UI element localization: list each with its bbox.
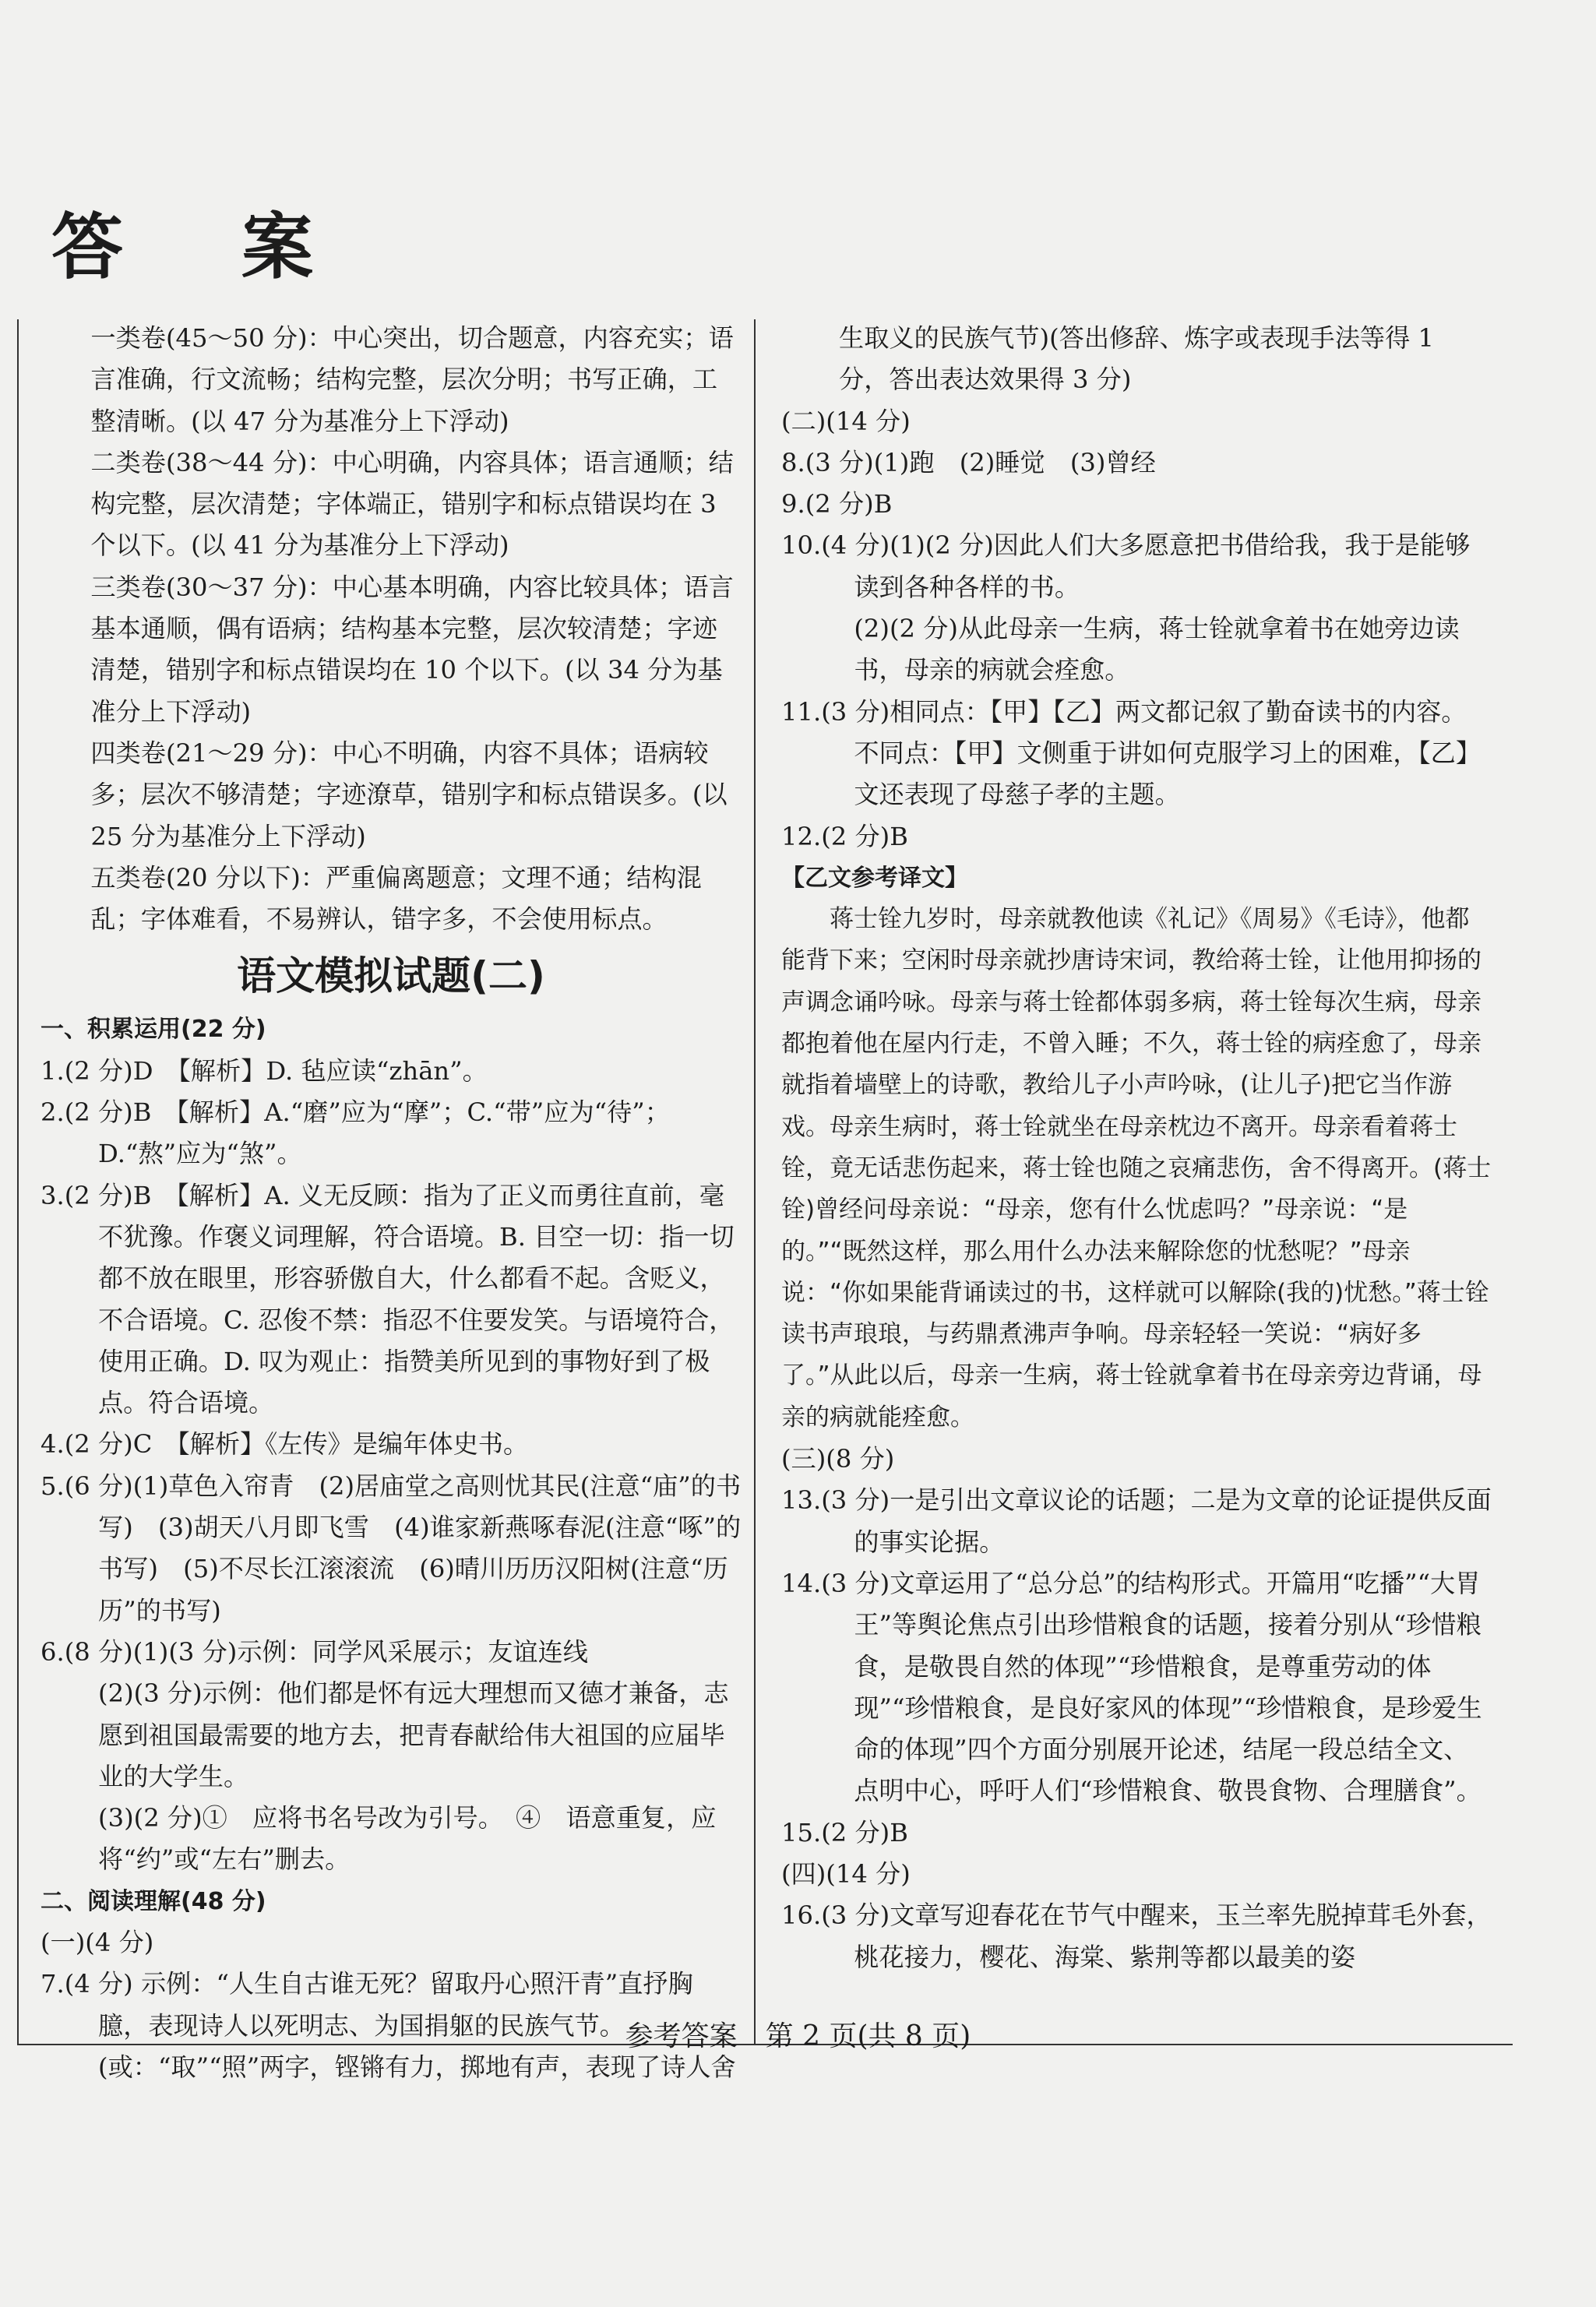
grade-level-2: 二类卷(38～44 分)：中心明确，内容具体；语言通顺；结构完整，层次清楚；字体端正，错别字和标点错误均在 3 个以下。(以 41 分为基准分上下浮动) [90,447,734,561]
translation-heading: 【乙文参考译文】 [781,864,968,892]
answer-q7: 7.(4 分) 示例：“人生自古谁无死？留取丹心照汗青”直抒胸臆，表现诗人以死明志、为国捐躯的民族气节。(或：“取”“照”两字，铿锵有力，掷地有声，表现了诗人舍 [41,1969,736,2082]
answer-q11-part2: 不同点：【甲】文侧重于讲如何克服学习上的困难，【乙】文还表现了母慈子孝的主题。 [854,738,1481,810]
grade-level-3: 三类卷(30～37 分)：中心基本明确，内容比较具体；语言基本通顺，偶有语病；结构基本完整，层次较清楚；字迹清楚，错别字和标点错误均在 10 个以下。(以 34 分为基准分上下浮动) [90,572,734,727]
page-footer: 参考答案 第 2 页(共 8 页) [625,2020,971,2052]
answer-q6-part2: (2)(3 分)示例：他们都是怀有远大理想而又德才兼备，志愿到祖国最需要的地方去，把青春献给伟大祖国的应届毕业的大学生。 [98,1678,729,1791]
answer-q6-part3: (3)(2 分)① 应将书名号改为引号。 ④ 语意重复，应将“约”或“左右”删去。 [98,1803,717,1875]
answer-q8: 8.(3 分)(1)跑 (2)睡觉 (3)曾经 [781,447,1156,477]
answer-q2: 2.(2 分)B 【解析】A.“磨”应为“摩”；C.“带”应为“待”；D.“熬”应为“煞”。 [41,1097,670,1169]
part-heading-4: (四)(14 分) [781,1858,911,1889]
answer-q15: 15.(2 分)B [781,1817,908,1847]
answer-q14: 14.(3 分)文章运用了“总分总”的结构形式。开篇用“吃播”“大胃王”等舆论焦点引出珍惜粮食的话题，接着分别从“珍惜粮食，是敬畏自然的体现”“珍惜粮食，是尊重劳动的体现”“珍惜粮食，是良好家风的体现”“珍惜粮食，是珍爱生命的体现”四个方面分别展开论述，结尾一段总结全文、点明中心，呼吁人们“珍惜粮食、敬畏食物、合理膳食”。 [781,1568,1482,1806]
part-heading-2: (二)(14 分) [781,406,911,436]
answer-q10-part1: 10.(4 分)(1)(2 分)因此人们大多愿意把书借给我，我于是能够读到各种各样的书。 [781,530,1471,602]
column-divider [754,319,756,2045]
answer-q3: 3.(2 分)B 【解析】A. 义无反顾：指为了正义而勇往直前，毫不犹豫。作褒义词理解，符合语境。B. 目空一切：指一切都不放在眼里，形容骄傲自大，什么都看不起。含贬义，不合语境。C. 忍俊不禁：指忍不住要发笑。与语境符合，使用正确。D. 叹为观止：指赞美所见到的事物好到了极点。符合语境。 [41,1180,735,1418]
section-heading-2: 二、阅读理解(48 分) [41,1887,266,1915]
answer-q13: 13.(3 分)一是引出文章议论的话题；二是为文章的论证提供反面的事实论据。 [781,1485,1492,1557]
answer-q11-part1: 11.(3 分)相同点：【甲】【乙】两文都记叙了勤奋读书的内容。 [781,696,1467,727]
test-title: 语文模拟试题(二) [237,953,545,999]
translation-text: 蒋士铨九岁时，母亲就教他读《礼记》《周易》《毛诗》，他都能背下来；空闲时母亲就抄唐诗宋词，教给蒋士铨，让他用抑扬的声调念诵吟咏。母亲与蒋士铨都体弱多病，蒋士铨每次生病，母亲都抱着他在屋内行走，不曾入睡；不久，蒋士铨的病痊愈了，母亲就指着墙壁上的诗歌，教给儿子小声吟咏，(让儿子)把它当作游戏。母亲生病时，蒋士铨就坐在母亲枕边不离开。母亲看着蒋士铨，竟无话悲伤起来，蒋士铨也随之哀痛悲伤，舍不得离开。(蒋士铨)曾经问母亲说：“母亲，您有什么忧虑吗？”母亲说：“是的。”“既然这样，那么用什么办法来解除您的忧愁呢？”母亲说：“你如果能背诵读过的书，这样就可以解除(我的)忧愁。”蒋士铨读书声琅琅，与药鼎煮沸声争响。母亲轻轻一笑说：“病好多了。”从此以后，母亲一生病，蒋士铨就拿着书在母亲旁边背诵，母亲的病就能痊愈。 [781,905,1492,1432]
answer-q6-part1: 6.(8 分)(1)(3 分)示例：同学风采展示；友谊连线 [41,1636,588,1667]
part-heading-3: (三)(8 分) [781,1444,895,1474]
section-heading-1: 一、积累运用(22 分) [41,1016,266,1044]
part-heading-1: (一)(4 分) [41,1927,154,1957]
left-margin-rule [17,319,19,2045]
answer-q5: 5.(6 分)(1)草色入帘青 (2)居庙堂之高则忧其民(注意“庙”的书写) (3)胡天八月即飞雪 (4)谁家新燕啄春泥(注意“啄”的书写) (5)不尽长江滚滚流 (6)晴川历历汉阳树(注意“历历”的书写) [41,1470,742,1625]
answer-q10-part2: (2)(2 分)从此母亲一生病，蒋士铨就拿着书在她旁边读书，母亲的病就会痊愈。 [854,614,1460,685]
answer-q7-continued: 生取义的民族气节)(答出修辞、炼字或表现手法等得 1 分，答出表达效果得 3 分) [839,323,1434,395]
grade-level-5: 五类卷(20 分以下)：严重偏离题意；文理不通；结构混乱；字体难看，不易辨认，错字多，不会使用标点。 [90,862,702,935]
page-title: 答 案 [51,206,361,289]
answer-q9: 9.(2 分)B [781,489,893,520]
left-column [41,318,742,2088]
grade-level-1: 一类卷(45～50 分)：中心突出，切合题意，内容充实；语言准确，行文流畅；结构完整，层次分明；书写正确，工整清晰。(以 47 分为基准分上下浮动) [90,323,734,436]
answer-q4: 4.(2 分)C 【解析】《左传》是编年体史书。 [41,1429,529,1460]
answer-q12: 12.(2 分)B [781,821,908,851]
answer-q16: 16.(3 分)文章写迎春花在节气中醒来，玉兰率先脱掉茸毛外套，桃花接力，樱花、海棠、紫荆等都以最美的姿 [781,1900,1492,1972]
right-column [781,318,1492,1978]
answer-q1: 1.(2 分)D 【解析】D. 毡应读“zhān”。 [41,1055,488,1086]
grade-level-4: 四类卷(21～29 分)：中心不明确，内容不具体；语病较多；层次不够清楚；字迹潦草，错别字和标点错误多。(以 25 分为基准分上下浮动) [90,738,728,851]
